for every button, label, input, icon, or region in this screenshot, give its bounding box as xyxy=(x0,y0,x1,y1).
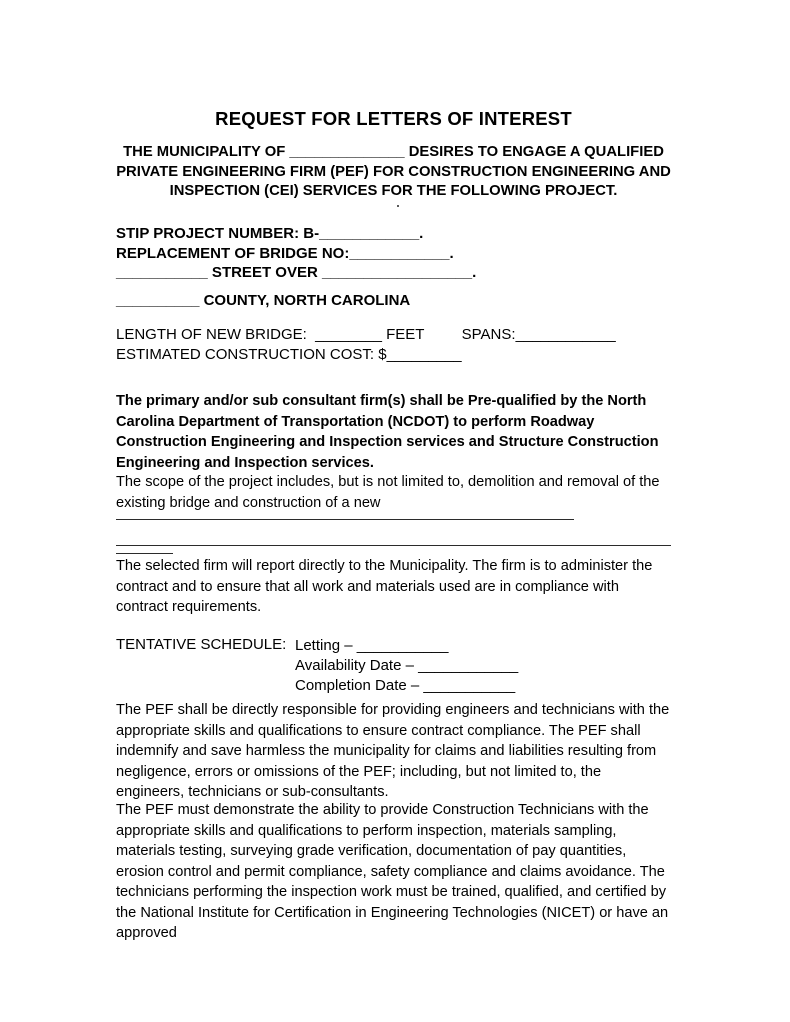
intro-line-3: INSPECTION (CEI) SERVICES FOR THE FOLLOWING PROJECT. xyxy=(169,183,618,199)
pef-responsibility-paragraph: The PEF shall be directly responsible for providing engineers and technicians with the appropriate skills and qualifications to ensure contract compliance. The PEF shall indemnify and save harmless the municipality for claims and liabilities resulting from negligence, errors or omissions of the PEF; including, but not limited to, the engineers, technicians or sub-consultants. xyxy=(116,702,670,800)
intro-line-2: PRIVATE ENGINEERING FIRM (PEF) FOR CONSTRUCTION ENGINEERING AND xyxy=(116,163,671,180)
selected-firm-paragraph: The selected firm will report directly to the Municipality. The firm is to administer the contract and to ensure that all work and materials used are in compliance with contract requirements. xyxy=(116,558,653,615)
estimated-construction-cost: ESTIMATED CONSTRUCTION COST: $_________ xyxy=(116,345,462,363)
fill-in-rule-full xyxy=(116,545,671,546)
fill-in-rule-short xyxy=(116,553,173,554)
tentative-schedule-label: TENTATIVE SCHEDULE: xyxy=(116,636,287,653)
schedule-item-completion-date: Completion Date – ___________ xyxy=(295,677,516,694)
page-title: REQUEST FOR LETTERS OF INTEREST xyxy=(215,108,572,129)
stip-project-number: STIP PROJECT NUMBER: B-____________. xyxy=(116,225,424,242)
project-identification-block xyxy=(116,224,671,283)
county-state-line: __________ COUNTY, NORTH CAROLINA xyxy=(116,292,411,309)
intro-line-1: THE MUNICIPALITY OF ______________ DESIRES TO ENGAGE A QUALIFIED xyxy=(123,144,664,160)
bridge-measurements-block xyxy=(116,325,671,364)
schedule-item-availability-date: Availability Date – ____________ xyxy=(295,657,519,674)
bridge-replacement-number: REPLACEMENT OF BRIDGE NO:____________. xyxy=(116,244,454,262)
scope-paragraph: The scope of the project includes, but is not limited to, demolition and removal of the existing bridge and construction of a new xyxy=(116,474,660,511)
street-over-crossing: ___________ STREET OVER __________________. xyxy=(116,264,477,281)
bridge-length-spans: LENGTH OF NEW BRIDGE: ________ FEET SPANS:____________ xyxy=(116,326,616,343)
intro-statement xyxy=(116,143,671,202)
fill-in-rule-long xyxy=(116,519,574,520)
schedule-item-letting: Letting – ___________ xyxy=(295,637,449,654)
prequalification-paragraph: The primary and/or sub consultant firm(s) shall be Pre-qualified by the North Carolina Department of Transportation (NCDOT) to perform Roadway Construction Engineering and Inspection services and Structure Construction Engineering and Inspection services. xyxy=(116,393,659,471)
stray-punctuation-mark xyxy=(397,205,399,207)
tentative-schedule-items xyxy=(295,636,518,696)
pef-technicians-paragraph: The PEF must demonstrate the ability to provide Construction Technicians with the appropriate skills and qualifications to perform inspection, materials sampling, materials testing, surveying grade verification, documentation of pay quantities, erosion control and permit compliance, safety compliance and claims avoidance. The technicians performing the inspection work must be trained, qualified, and certified by the National Institute for Certification in Engineering Technologies (NICET) or have an approved xyxy=(116,802,669,941)
